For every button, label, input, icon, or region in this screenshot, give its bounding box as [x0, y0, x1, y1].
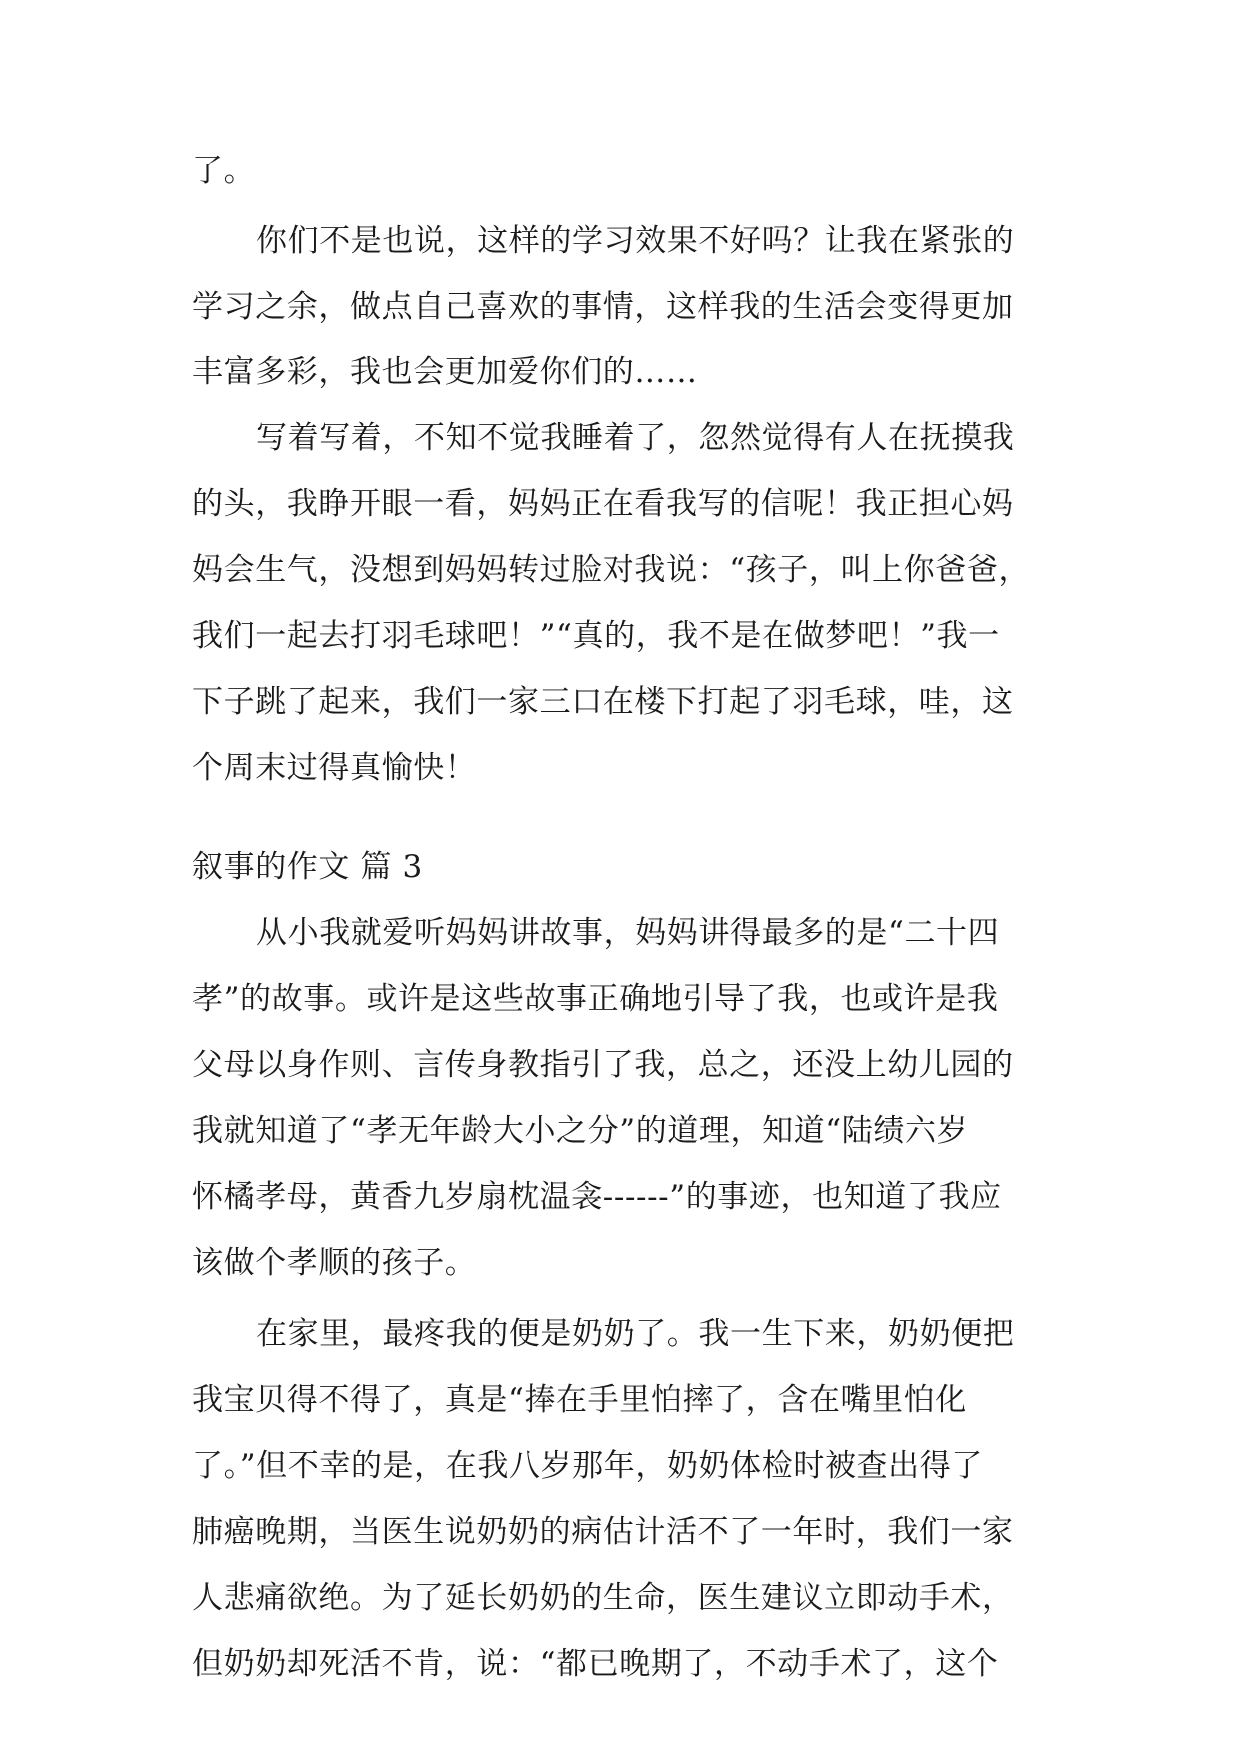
text-line: 怀橘孝母，黄香九岁扇枕温衾------”的事迹，也知道了我应: [192, 1179, 1002, 1215]
text-line: 我就知道了“孝无年龄大小之分”的道理，知道“陆绩六岁: [192, 1113, 969, 1149]
text-line: 妈会生气，没想到妈妈转过脸对我说：“孩子，叫上你爸爸，: [192, 552, 1031, 588]
text-line: 我们一起去打羽毛球吧！”“真的，我不是在做梦吧！”我一: [192, 618, 1000, 654]
text-line: 学习之余，做点自己喜欢的事情，这样我的生活会变得更加: [192, 289, 1014, 325]
paragraph-first-line: 你们不是也说，这样的学习效果不好吗？让我在紧张的: [256, 223, 1015, 259]
text-line: 该做个孝顺的孩子。: [192, 1245, 477, 1281]
text-line: 肺癌晚期，当医生说奶奶的病估计活不了一年时，我们一家: [192, 1514, 1014, 1550]
paragraph-first-line: 在家里，最疼我的便是奶奶了。我一生下来，奶奶便把: [256, 1316, 1015, 1352]
paragraph-first-line: 写着写着，不知不觉我睡着了，忽然觉得有人在抚摸我: [256, 420, 1015, 456]
text-line: 了。: [192, 153, 256, 189]
paragraph-first-line: 从小我就爱听妈妈讲故事，妈妈讲得最多的是“二十四: [256, 915, 1000, 951]
text-line: 丰富多彩，我也会更加爱你们的……: [192, 354, 698, 390]
text-line: 但奶奶却死活不肯，说：“都已晚期了，不动手术了，这个: [192, 1646, 999, 1682]
section-heading: 叙事的作文 篇 3: [192, 849, 423, 885]
text-line: 的头，我睁开眼一看，妈妈正在看我写的信呢！我正担心妈: [192, 486, 1014, 522]
text-line: 了。”但不幸的是，在我八岁那年，奶奶体检时被查出得了: [192, 1448, 983, 1484]
text-line: 下子跳了起来，我们一家三口在楼下打起了羽毛球，哇，这: [192, 684, 1014, 720]
text-line: 个周末过得真愉快！: [192, 750, 477, 786]
text-line: 我宝贝得不得了，真是“捧在手里怕摔了，含在嘴里怕化: [192, 1382, 967, 1418]
text-line: 父母以身作则、言传身教指引了我，总之，还没上幼儿园的: [192, 1047, 1014, 1083]
text-line: 人悲痛欲绝。为了延长奶奶的生命，医生建议立即动手术，: [192, 1580, 1014, 1616]
text-line: 孝”的故事。或许是这些故事正确地引导了我，也或许是我: [192, 981, 999, 1017]
